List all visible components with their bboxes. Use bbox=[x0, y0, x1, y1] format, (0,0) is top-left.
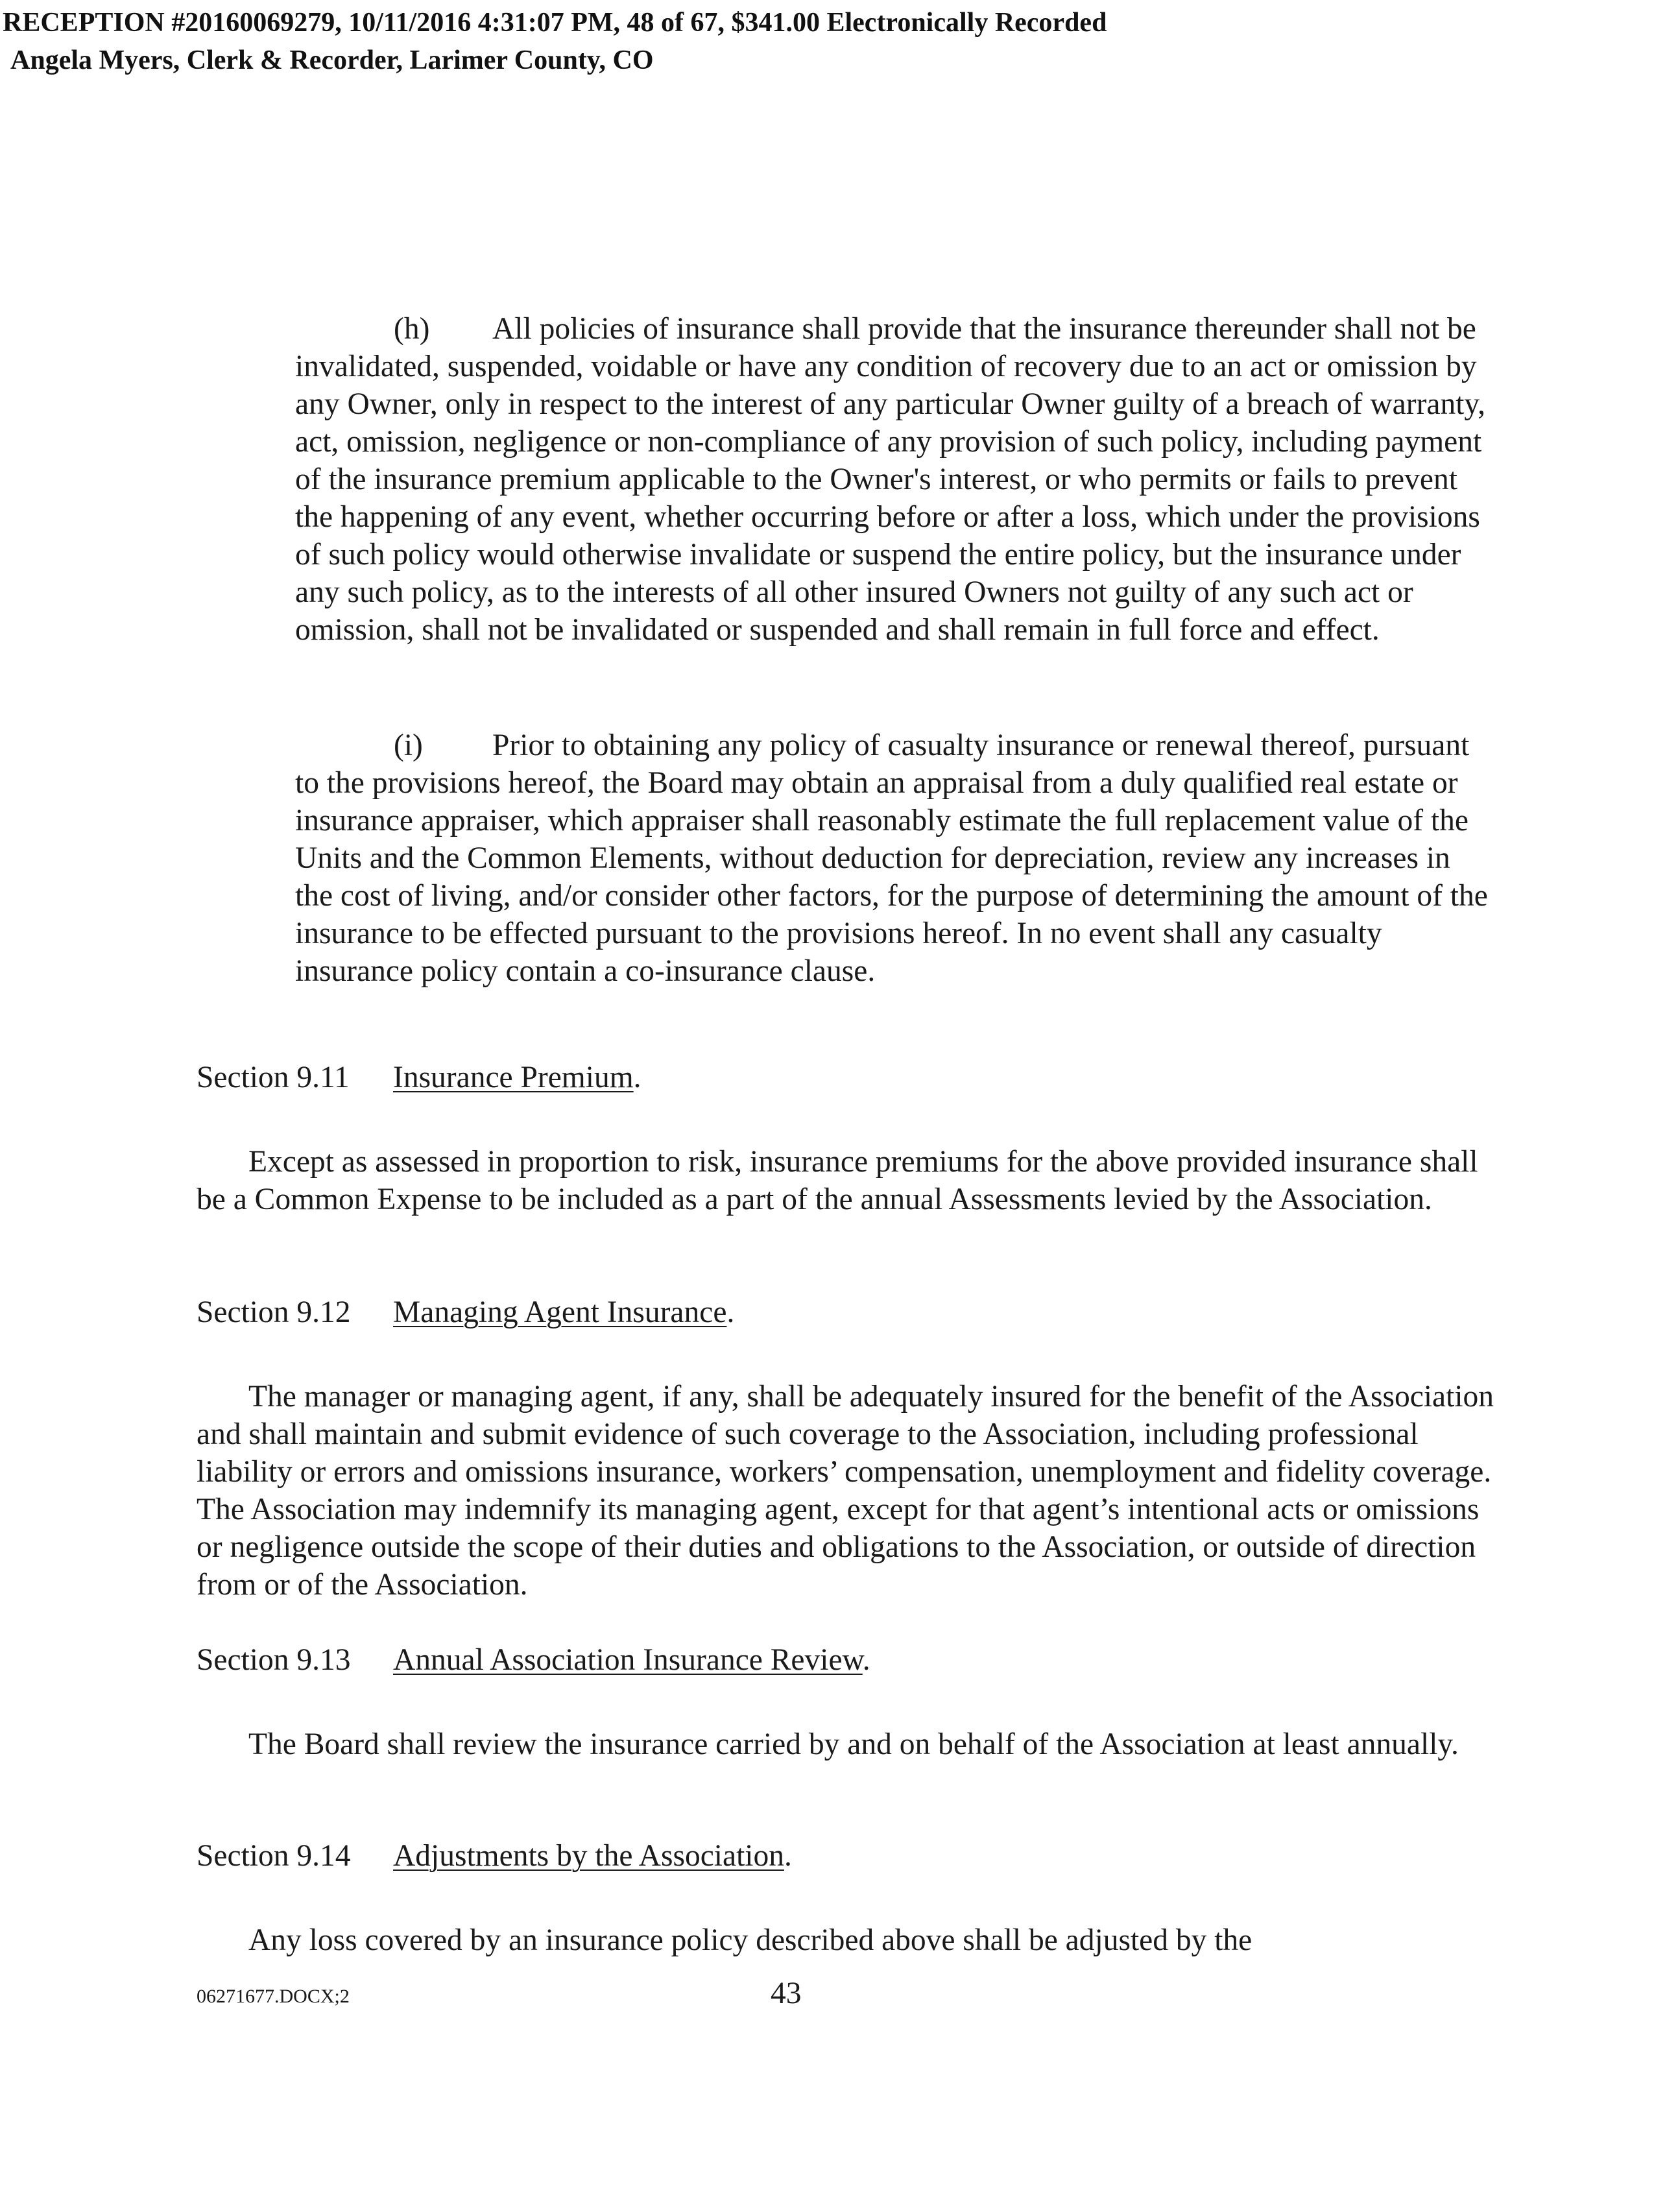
page-number: 43 bbox=[771, 1977, 802, 2010]
section-9-14-heading bbox=[197, 1837, 792, 1875]
recording-stamp bbox=[3, 4, 1107, 79]
section-9-13-body: The Board shall review the insurance carried by and on behalf of the Association at least annually. bbox=[248, 1727, 1459, 1761]
paragraph-i bbox=[295, 727, 1495, 990]
section-number: Section 9.14 bbox=[197, 1839, 351, 1873]
section-title-period: . bbox=[726, 1295, 735, 1329]
section-9-14-body: Any loss covered by an insurance policy described above shall be adjusted by the bbox=[248, 1923, 1252, 1957]
section-9-12-heading bbox=[197, 1293, 734, 1331]
paragraph-h-marker: (h) bbox=[394, 312, 430, 346]
paragraph-i-marker: (i) bbox=[394, 728, 423, 762]
section-9-12-body: The manager or managing agent, if any, shall be adequately insured for the benefit of the Association and shall maintain and submit evidence of such coverage to the Association, including professional liability or errors and omissions insurance, workers’ compensation, unemployment and fidelity coverage. The Association may indemnify its managing agent, except for that agent’s intentional acts or omissions or negligence outside the scope of their duties and obligations to the Association, or outside of direction from or of the Association. bbox=[197, 1380, 1494, 1602]
section-title: Managing Agent Insurance bbox=[393, 1295, 727, 1329]
paragraph-h-text: All policies of insurance shall provide that the insurance thereunder shall not be invalidated, suspended, voidable or have any condition of recovery due to an act or omission by any Owner, only in respect to the interest of any particular Owner guilty of a breach of warranty, act, omission, negligence or non-compliance of any provision of such policy, including payment of the insurance premium applicable to the Owner's interest, or who permits or fails to prevent the happening of any event, whether occurring before or after a loss, which under the provisions of such policy would otherwise invalidate or suspend the entire policy, but the insurance under any such policy, as to the interests of all other insured Owners not guilty of any such act or omission, shall not be invalidated or suspended and shall remain in full force and effect. bbox=[295, 312, 1485, 647]
section-9-11-body: Except as assessed in proportion to risk, insurance premiums for the above provided insurance shall be a Common Expense to be included as a part of the annual Assessments levied by the Association. bbox=[197, 1145, 1478, 1216]
paragraph-h bbox=[295, 310, 1495, 649]
section-9-13-heading bbox=[197, 1641, 870, 1679]
recording-stamp-line-2: Angela Myers, Clerk & Recorder, Larimer County, CO bbox=[10, 45, 654, 75]
section-title: Annual Association Insurance Review bbox=[393, 1643, 863, 1677]
section-9-11-heading bbox=[197, 1059, 641, 1096]
section-title-period: . bbox=[784, 1839, 792, 1873]
recording-stamp-line-1: RECEPTION #20160069279, 10/11/2016 4:31:07 PM, 48 of 67, $341.00 Electronically Recorded bbox=[3, 8, 1107, 38]
document-code: 06271677.DOCX;2 bbox=[197, 1986, 350, 2007]
section-number: Section 9.13 bbox=[197, 1643, 351, 1677]
section-number: Section 9.11 bbox=[197, 1061, 350, 1094]
section-title: Insurance Premium bbox=[393, 1061, 634, 1094]
section-number: Section 9.12 bbox=[197, 1295, 351, 1329]
section-title-period: . bbox=[862, 1643, 870, 1677]
section-title: Adjustments by the Association bbox=[393, 1839, 784, 1873]
paragraph-i-text: Prior to obtaining any policy of casualty insurance or renewal thereof, pursuant to the provisions hereof, the Board may obtain an appraisal from a duly qualified real estate or insurance appraiser, which appraiser shall reasonably estimate the full replacement value of the Units and the Common Elements, without deduction for depreciation, review any increases in the cost of living, and/or consider other factors, for the purpose of determining the amount of the insurance to be effected pursuant to the provisions hereof. In no event shall any casualty insurance policy contain a co-insurance clause. bbox=[295, 728, 1488, 988]
section-title-period: . bbox=[633, 1061, 641, 1094]
